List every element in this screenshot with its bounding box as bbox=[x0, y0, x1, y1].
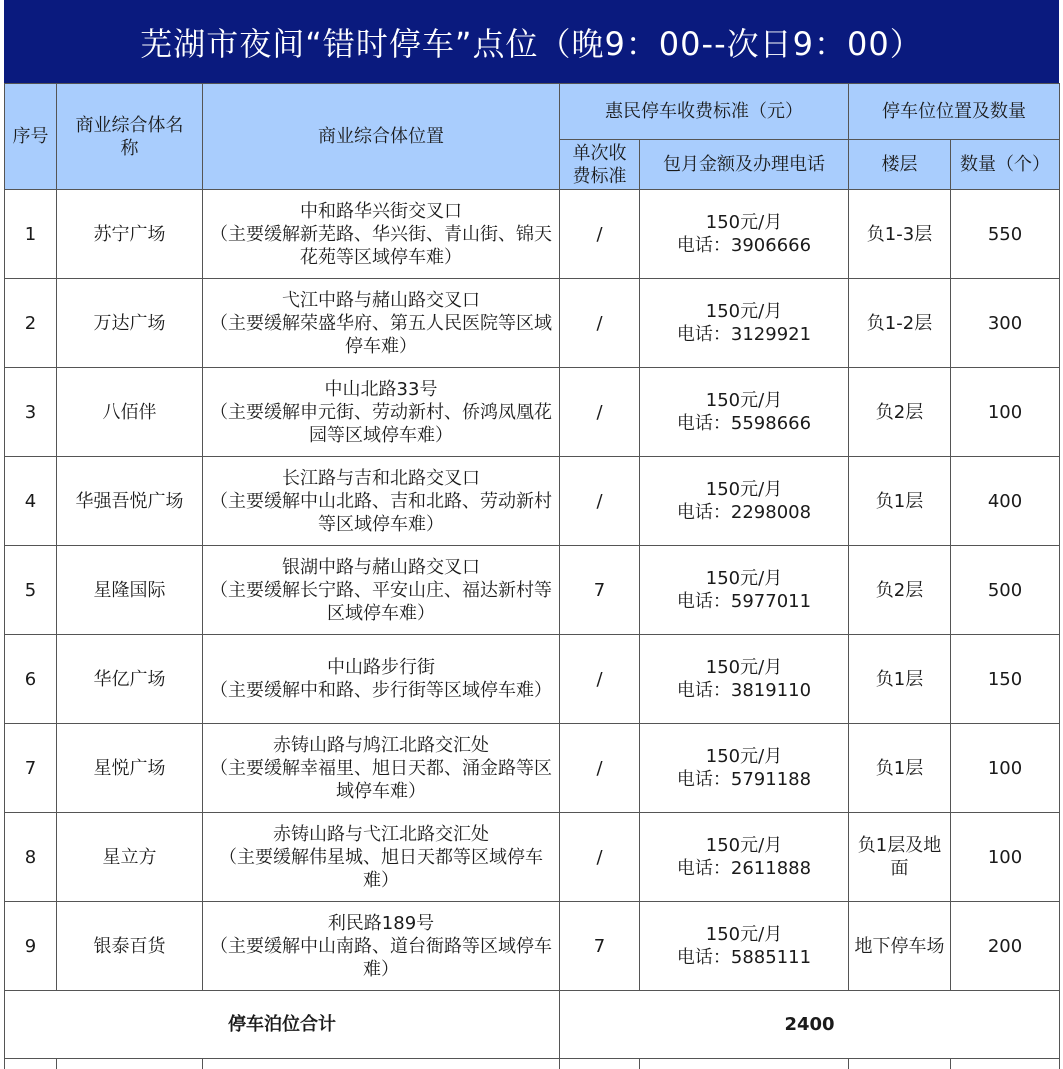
cell-monthly: 150元/月 电话：5598666 bbox=[640, 368, 849, 457]
cell-count: 200 bbox=[951, 902, 1060, 991]
cell-location: 长江路与吉和北路交叉口 （主要缓解中山北路、吉和北路、劳动新村等区域停车难） bbox=[203, 457, 560, 546]
page-title: 芜湖市夜间“错时停车”点位（晚9：00--次日9：00） bbox=[4, 0, 1059, 83]
cell-name: 星立方 bbox=[57, 813, 203, 902]
header-count: 数量（个） bbox=[951, 140, 1060, 190]
cell-seq: 3 bbox=[5, 368, 57, 457]
cell-seq: 1 bbox=[5, 190, 57, 279]
tail-cell bbox=[640, 1059, 849, 1069]
cell-count: 150 bbox=[951, 635, 1060, 724]
cell-floor: 负1层 bbox=[849, 457, 951, 546]
cell-single-fee: / bbox=[560, 368, 640, 457]
cell-name: 万达广场 bbox=[57, 279, 203, 368]
table-row bbox=[5, 368, 1060, 457]
cell-location: 利民路189号 （主要缓解中山南路、道台衙路等区域停车难） bbox=[203, 902, 560, 991]
tail-cell bbox=[5, 1059, 57, 1069]
header-location: 商业综合体位置 bbox=[203, 84, 560, 190]
cell-floor: 负1层 bbox=[849, 635, 951, 724]
cell-name: 银泰百货 bbox=[57, 902, 203, 991]
cell-count: 300 bbox=[951, 279, 1060, 368]
cell-floor: 负1-2层 bbox=[849, 279, 951, 368]
header-fee-group: 惠民停车收费标准（元） bbox=[560, 84, 849, 140]
cell-floor: 负1-3层 bbox=[849, 190, 951, 279]
cell-seq: 4 bbox=[5, 457, 57, 546]
cell-single-fee: 7 bbox=[560, 546, 640, 635]
cell-monthly: 150元/月 电话：5885111 bbox=[640, 902, 849, 991]
table-row bbox=[5, 902, 1060, 991]
cell-location: 银湖中路与赭山路交叉口 （主要缓解长宁路、平安山庄、福达新村等区域停车难） bbox=[203, 546, 560, 635]
cell-name: 华亿广场 bbox=[57, 635, 203, 724]
total-row bbox=[5, 991, 1060, 1059]
cell-monthly: 150元/月 电话：2611888 bbox=[640, 813, 849, 902]
cell-floor: 地下停车场 bbox=[849, 902, 951, 991]
cell-single-fee: / bbox=[560, 190, 640, 279]
table-row bbox=[5, 546, 1060, 635]
cell-location: 中山北路33号 （主要缓解申元街、劳动新村、侨鸿凤凰花园等区域停车难） bbox=[203, 368, 560, 457]
cell-seq: 9 bbox=[5, 902, 57, 991]
cell-count: 100 bbox=[951, 724, 1060, 813]
cell-single-fee: / bbox=[560, 724, 640, 813]
header-name: 商业综合体名称 bbox=[57, 84, 203, 190]
table-row bbox=[5, 724, 1060, 813]
table-row bbox=[5, 190, 1060, 279]
cell-seq: 5 bbox=[5, 546, 57, 635]
header-single-fee: 单次收费标准 bbox=[560, 140, 640, 190]
tail-cell bbox=[203, 1059, 560, 1069]
cell-location: 弋江中路与赭山路交叉口 （主要缓解荣盛华府、第五人民医院等区域停车难） bbox=[203, 279, 560, 368]
total-label: 停车泊位合计 bbox=[5, 991, 560, 1059]
header-space-group: 停车位位置及数量 bbox=[849, 84, 1060, 140]
cell-name: 星隆国际 bbox=[57, 546, 203, 635]
tail-cell bbox=[951, 1059, 1060, 1069]
cell-count: 100 bbox=[951, 813, 1060, 902]
cell-monthly: 150元/月 电话：3906666 bbox=[640, 190, 849, 279]
cell-name: 苏宁广场 bbox=[57, 190, 203, 279]
cell-seq: 7 bbox=[5, 724, 57, 813]
cell-monthly: 150元/月 电话：5791188 bbox=[640, 724, 849, 813]
cell-monthly: 150元/月 电话：5977011 bbox=[640, 546, 849, 635]
cell-monthly: 150元/月 电话：3129921 bbox=[640, 279, 849, 368]
tail-cell bbox=[560, 1059, 640, 1069]
header-seq: 序号 bbox=[5, 84, 57, 190]
cell-single-fee: / bbox=[560, 635, 640, 724]
header-floor: 楼层 bbox=[849, 140, 951, 190]
cell-floor: 负2层 bbox=[849, 546, 951, 635]
table-row bbox=[5, 457, 1060, 546]
cell-floor: 负1层 bbox=[849, 724, 951, 813]
cell-seq: 2 bbox=[5, 279, 57, 368]
cell-single-fee: / bbox=[560, 457, 640, 546]
table-row bbox=[5, 279, 1060, 368]
tail-cell bbox=[57, 1059, 203, 1069]
cell-single-fee: 7 bbox=[560, 902, 640, 991]
cell-location: 赤铸山路与鸠江北路交汇处 （主要缓解幸福里、旭日天都、涌金路等区域停车难） bbox=[203, 724, 560, 813]
table-row bbox=[5, 635, 1060, 724]
cell-seq: 6 bbox=[5, 635, 57, 724]
total-value: 2400 bbox=[560, 991, 1060, 1059]
cell-location: 赤铸山路与弋江北路交汇处 （主要缓解伟星城、旭日天都等区域停车难） bbox=[203, 813, 560, 902]
table-tail-row bbox=[5, 1059, 1060, 1069]
cell-seq: 8 bbox=[5, 813, 57, 902]
cell-monthly: 150元/月 电话：2298008 bbox=[640, 457, 849, 546]
header-monthly: 包月金额及办理电话 bbox=[640, 140, 849, 190]
cell-single-fee: / bbox=[560, 813, 640, 902]
cell-count: 550 bbox=[951, 190, 1060, 279]
cell-single-fee: / bbox=[560, 279, 640, 368]
cell-location: 中和路华兴街交叉口 （主要缓解新芜路、华兴街、青山街、锦天花苑等区域停车难） bbox=[203, 190, 560, 279]
cell-name: 星悦广场 bbox=[57, 724, 203, 813]
cell-count: 500 bbox=[951, 546, 1060, 635]
tail-cell bbox=[849, 1059, 951, 1069]
cell-floor: 负2层 bbox=[849, 368, 951, 457]
cell-monthly: 150元/月 电话：3819110 bbox=[640, 635, 849, 724]
cell-count: 100 bbox=[951, 368, 1060, 457]
cell-floor: 负1层及地面 bbox=[849, 813, 951, 902]
table-row bbox=[5, 813, 1060, 902]
cell-count: 400 bbox=[951, 457, 1060, 546]
parking-table bbox=[4, 83, 1060, 1069]
cell-name: 华强吾悦广场 bbox=[57, 457, 203, 546]
cell-name: 八佰伴 bbox=[57, 368, 203, 457]
cell-location: 中山路步行街 （主要缓解中和路、步行街等区域停车难） bbox=[203, 635, 560, 724]
